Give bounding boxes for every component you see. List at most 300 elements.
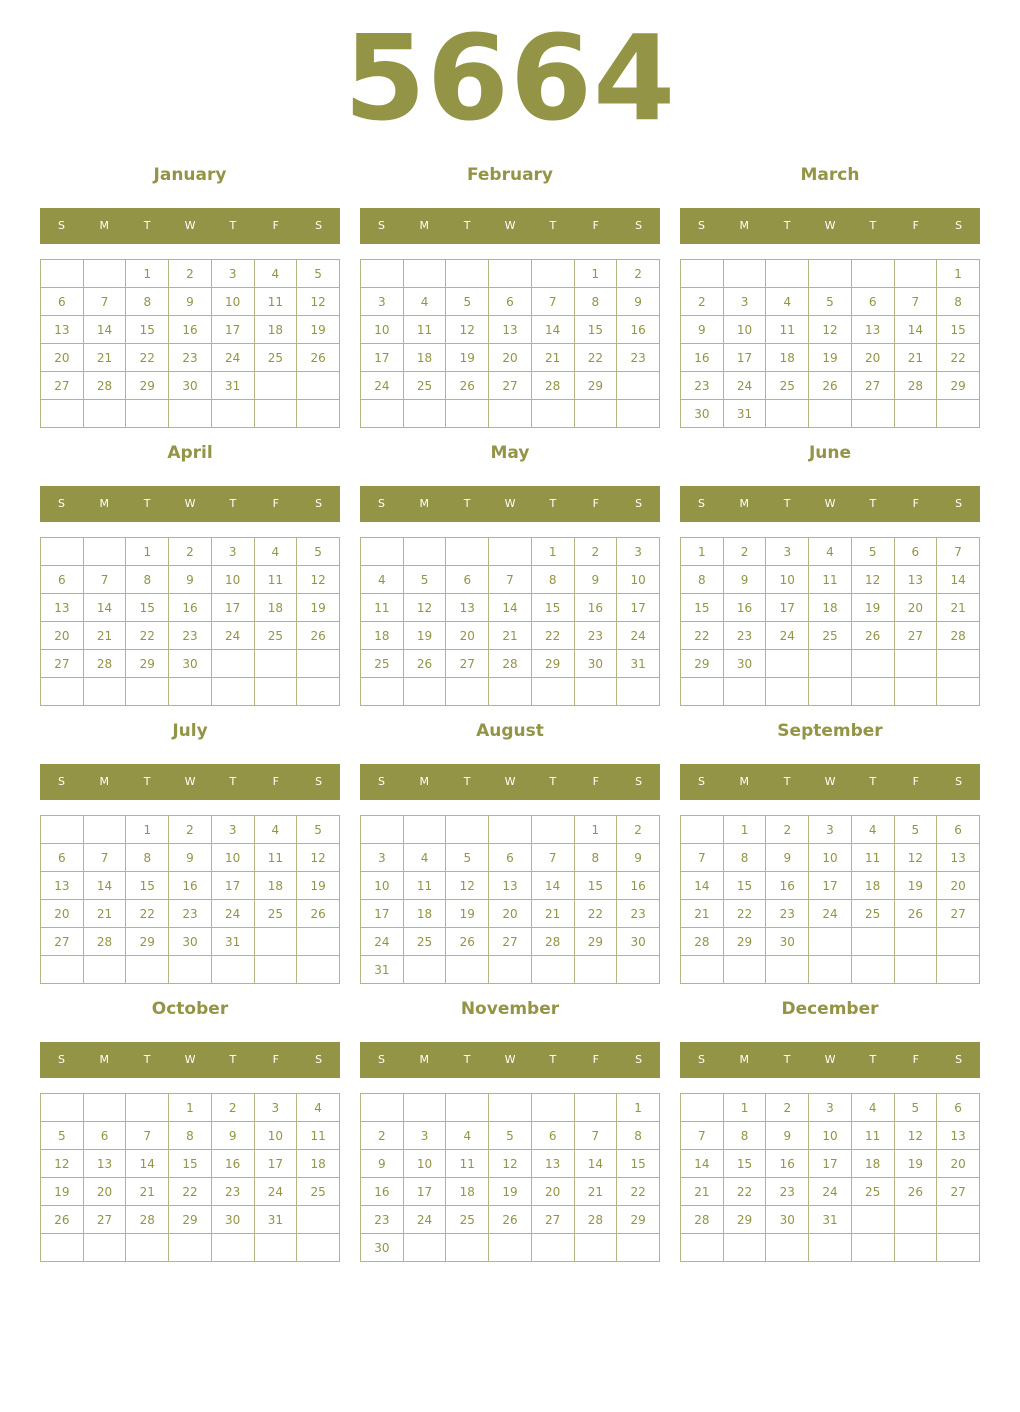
- weekday-label: T: [783, 219, 791, 232]
- day-cell: 14: [681, 872, 724, 900]
- day-cell: 3: [766, 538, 809, 566]
- day-cell: [681, 816, 724, 844]
- day-cell: 6: [489, 288, 532, 316]
- day-cell: 24: [617, 622, 660, 650]
- week-row: [361, 928, 660, 956]
- day-cell: [403, 538, 446, 566]
- week-row: [41, 372, 340, 400]
- day-cell: [489, 260, 532, 288]
- week-row: [361, 650, 660, 678]
- day-cell: [851, 956, 894, 984]
- day-cell: 22: [169, 1178, 212, 1206]
- weekday-label: M: [739, 497, 750, 510]
- weekday-label: F: [592, 219, 599, 232]
- day-cell: 18: [851, 1150, 894, 1178]
- day-cell: [681, 678, 724, 706]
- week-row: [361, 1094, 660, 1122]
- day-cell: 23: [574, 622, 617, 650]
- day-cell: 18: [851, 872, 894, 900]
- week-row: [681, 900, 980, 928]
- day-cell: 23: [169, 622, 212, 650]
- day-cell: 2: [169, 260, 212, 288]
- day-cell: 19: [894, 872, 937, 900]
- day-cell: [169, 400, 212, 428]
- day-cell: 7: [574, 1122, 617, 1150]
- weekday-label: W: [504, 497, 516, 510]
- day-cell: 8: [169, 1122, 212, 1150]
- day-cell: 21: [681, 900, 724, 928]
- month-name: October: [151, 999, 229, 1019]
- day-cell: 14: [681, 1150, 724, 1178]
- day-cell: 27: [851, 372, 894, 400]
- weekday-header: [360, 208, 660, 244]
- day-cell: 25: [254, 344, 297, 372]
- weekday-header: [360, 764, 660, 800]
- day-cell: 9: [361, 1150, 404, 1178]
- weekday-label: F: [912, 219, 919, 232]
- day-cell: 29: [681, 650, 724, 678]
- day-cell: [361, 260, 404, 288]
- week-row: [361, 1206, 660, 1234]
- week-row: [41, 538, 340, 566]
- day-cell: 21: [126, 1178, 169, 1206]
- day-cell: 25: [851, 900, 894, 928]
- day-cell: 10: [211, 844, 254, 872]
- weekday-label: F: [912, 1053, 919, 1066]
- day-cell: 30: [723, 650, 766, 678]
- day-cell: 28: [681, 928, 724, 956]
- day-cell: [937, 1206, 980, 1234]
- day-cell: 5: [297, 538, 340, 566]
- day-cell: 24: [809, 900, 852, 928]
- day-cell: [574, 400, 617, 428]
- day-cell: [126, 1094, 169, 1122]
- day-cell: 25: [446, 1206, 489, 1234]
- weekday-header: [360, 1042, 660, 1078]
- day-cell: 13: [41, 594, 84, 622]
- day-cell: 23: [169, 344, 212, 372]
- day-cell: [446, 816, 489, 844]
- day-cell: 5: [41, 1122, 84, 1150]
- day-cell: 19: [809, 344, 852, 372]
- day-cell: [809, 400, 852, 428]
- day-cell: 21: [531, 344, 574, 372]
- day-cell: 29: [574, 372, 617, 400]
- day-cell: 1: [723, 816, 766, 844]
- day-grid: [680, 259, 980, 428]
- day-cell: 3: [211, 538, 254, 566]
- day-cell: 6: [83, 1122, 126, 1150]
- day-cell: 29: [126, 650, 169, 678]
- day-cell: 24: [254, 1178, 297, 1206]
- weekday-label: T: [549, 219, 557, 232]
- day-cell: [446, 678, 489, 706]
- week-row: [681, 1122, 980, 1150]
- weekday-label: S: [377, 497, 385, 510]
- day-cell: 17: [723, 344, 766, 372]
- weekday-label: S: [377, 775, 385, 788]
- day-cell: 21: [489, 622, 532, 650]
- day-cell: 1: [169, 1094, 212, 1122]
- day-cell: [361, 678, 404, 706]
- day-cell: 17: [211, 594, 254, 622]
- weekday-label: M: [419, 219, 430, 232]
- day-cell: 9: [723, 566, 766, 594]
- day-cell: 4: [254, 260, 297, 288]
- day-cell: 21: [681, 1178, 724, 1206]
- day-cell: [297, 956, 340, 984]
- day-cell: [446, 1234, 489, 1262]
- day-cell: 28: [937, 622, 980, 650]
- day-cell: 7: [83, 288, 126, 316]
- day-cell: 31: [617, 650, 660, 678]
- day-cell: 10: [361, 316, 404, 344]
- day-cell: [809, 956, 852, 984]
- weekday-label: F: [272, 775, 279, 788]
- weekday-label: W: [184, 1053, 196, 1066]
- day-cell: [41, 400, 84, 428]
- week-row: [361, 844, 660, 872]
- day-cell: 5: [446, 288, 489, 316]
- week-row: [681, 566, 980, 594]
- weekday-label: T: [143, 1053, 151, 1066]
- weekday-label: S: [697, 775, 705, 788]
- day-cell: 19: [297, 872, 340, 900]
- weekday-header: [680, 208, 980, 244]
- day-cell: [531, 816, 574, 844]
- day-cell: 2: [617, 816, 660, 844]
- day-cell: [446, 260, 489, 288]
- day-cell: 11: [851, 1122, 894, 1150]
- weekday-label: T: [463, 775, 471, 788]
- weekday-label: T: [229, 219, 237, 232]
- day-cell: 21: [937, 594, 980, 622]
- day-cell: 20: [41, 900, 84, 928]
- day-cell: [41, 1094, 84, 1122]
- week-row: [681, 372, 980, 400]
- day-cell: [489, 538, 532, 566]
- day-cell: 29: [126, 928, 169, 956]
- day-cell: [723, 260, 766, 288]
- week-row: [361, 400, 660, 428]
- month-name: November: [460, 999, 560, 1019]
- week-row: [41, 344, 340, 372]
- day-cell: [894, 650, 937, 678]
- weekday-label: S: [315, 775, 323, 788]
- day-cell: 8: [937, 288, 980, 316]
- day-cell: 1: [574, 260, 617, 288]
- weekday-label: M: [99, 497, 110, 510]
- day-cell: 7: [531, 844, 574, 872]
- day-cell: 23: [617, 344, 660, 372]
- day-cell: [574, 1094, 617, 1122]
- day-cell: [126, 956, 169, 984]
- week-row: [681, 678, 980, 706]
- weekday-label: T: [229, 1053, 237, 1066]
- day-cell: 4: [297, 1094, 340, 1122]
- day-cell: [723, 1234, 766, 1262]
- day-cell: 27: [41, 928, 84, 956]
- day-cell: [211, 678, 254, 706]
- day-cell: 22: [126, 900, 169, 928]
- day-cell: 30: [211, 1206, 254, 1234]
- weekday-header: [40, 764, 340, 800]
- day-cell: 26: [446, 372, 489, 400]
- day-cell: [41, 678, 84, 706]
- day-cell: 9: [766, 844, 809, 872]
- day-cell: 15: [723, 872, 766, 900]
- day-cell: 15: [574, 872, 617, 900]
- day-cell: 30: [169, 650, 212, 678]
- day-cell: [617, 956, 660, 984]
- week-row: [681, 538, 980, 566]
- month-name: December: [781, 999, 879, 1019]
- day-cell: 7: [531, 288, 574, 316]
- week-row: [681, 872, 980, 900]
- day-cell: 3: [723, 288, 766, 316]
- day-cell: 24: [211, 622, 254, 650]
- weekday-label: S: [635, 1053, 643, 1066]
- day-cell: 23: [766, 900, 809, 928]
- day-cell: 22: [723, 1178, 766, 1206]
- week-row: [41, 288, 340, 316]
- day-cell: [681, 1234, 724, 1262]
- day-cell: 28: [894, 372, 937, 400]
- day-cell: [894, 1206, 937, 1234]
- day-cell: 29: [531, 650, 574, 678]
- weekday-label: S: [697, 497, 705, 510]
- weekday-label: S: [635, 219, 643, 232]
- day-cell: 4: [403, 844, 446, 872]
- day-cell: 2: [766, 816, 809, 844]
- day-cell: 15: [126, 872, 169, 900]
- week-row: [681, 344, 980, 372]
- day-cell: [361, 400, 404, 428]
- day-cell: 20: [894, 594, 937, 622]
- day-cell: 10: [254, 1122, 297, 1150]
- day-cell: 1: [574, 816, 617, 844]
- day-cell: 6: [41, 288, 84, 316]
- day-cell: [937, 678, 980, 706]
- day-cell: 5: [446, 844, 489, 872]
- weekday-label: S: [315, 219, 323, 232]
- day-cell: 11: [297, 1122, 340, 1150]
- day-cell: 29: [723, 928, 766, 956]
- day-cell: [126, 678, 169, 706]
- week-row: [681, 1234, 980, 1262]
- day-cell: [809, 650, 852, 678]
- day-cell: 19: [894, 1150, 937, 1178]
- day-cell: 24: [361, 372, 404, 400]
- week-row: [361, 1234, 660, 1262]
- weekday-label: F: [272, 1053, 279, 1066]
- day-cell: 21: [531, 900, 574, 928]
- day-cell: 17: [211, 872, 254, 900]
- day-cell: [446, 400, 489, 428]
- day-cell: 11: [403, 316, 446, 344]
- day-cell: 3: [809, 1094, 852, 1122]
- weekday-header: [40, 486, 340, 522]
- day-cell: [681, 1094, 724, 1122]
- day-cell: 26: [851, 622, 894, 650]
- weekday-label: F: [592, 775, 599, 788]
- day-cell: 27: [41, 650, 84, 678]
- day-cell: 18: [403, 344, 446, 372]
- day-cell: [937, 400, 980, 428]
- day-cell: 19: [446, 344, 489, 372]
- week-row: [361, 288, 660, 316]
- day-cell: 25: [297, 1178, 340, 1206]
- day-cell: [446, 1094, 489, 1122]
- week-row: [41, 400, 340, 428]
- day-cell: 26: [894, 900, 937, 928]
- day-cell: 17: [361, 900, 404, 928]
- day-cell: 2: [361, 1122, 404, 1150]
- day-cell: [809, 1234, 852, 1262]
- day-cell: [83, 260, 126, 288]
- weekday-header: [680, 764, 980, 800]
- week-row: [41, 594, 340, 622]
- day-cell: 16: [723, 594, 766, 622]
- day-cell: [766, 1234, 809, 1262]
- day-cell: 15: [126, 316, 169, 344]
- day-cell: 6: [41, 566, 84, 594]
- day-cell: 16: [766, 872, 809, 900]
- day-cell: [617, 400, 660, 428]
- day-cell: 14: [83, 872, 126, 900]
- day-cell: [169, 678, 212, 706]
- day-cell: 22: [531, 622, 574, 650]
- day-cell: 31: [723, 400, 766, 428]
- day-cell: 17: [361, 344, 404, 372]
- day-cell: [83, 1234, 126, 1262]
- week-row: [41, 1206, 340, 1234]
- day-cell: 29: [574, 928, 617, 956]
- day-cell: 17: [809, 872, 852, 900]
- month-name: February: [466, 165, 554, 185]
- day-cell: [211, 400, 254, 428]
- day-cell: [766, 400, 809, 428]
- day-cell: 11: [851, 844, 894, 872]
- day-cell: 20: [937, 872, 980, 900]
- day-cell: 20: [937, 1150, 980, 1178]
- day-cell: 13: [937, 844, 980, 872]
- day-cell: [937, 928, 980, 956]
- day-cell: [41, 816, 84, 844]
- day-cell: 12: [894, 1122, 937, 1150]
- day-cell: 16: [617, 872, 660, 900]
- day-cell: 18: [254, 594, 297, 622]
- day-cell: [894, 400, 937, 428]
- week-row: [361, 900, 660, 928]
- day-cell: [297, 650, 340, 678]
- day-cell: [617, 1234, 660, 1262]
- week-row: [681, 622, 980, 650]
- day-cell: 25: [254, 900, 297, 928]
- day-cell: 13: [531, 1150, 574, 1178]
- day-cell: 25: [254, 622, 297, 650]
- day-cell: [254, 372, 297, 400]
- day-cell: 15: [681, 594, 724, 622]
- day-cell: 4: [403, 288, 446, 316]
- day-cell: 12: [894, 844, 937, 872]
- day-cell: [297, 928, 340, 956]
- weekday-label: W: [184, 497, 196, 510]
- day-cell: 17: [403, 1178, 446, 1206]
- week-row: [41, 260, 340, 288]
- day-cell: 15: [574, 316, 617, 344]
- day-cell: [403, 1234, 446, 1262]
- weekday-label: T: [549, 497, 557, 510]
- day-cell: 19: [41, 1178, 84, 1206]
- day-cell: 25: [361, 650, 404, 678]
- weekday-label: F: [912, 497, 919, 510]
- day-cell: 17: [254, 1150, 297, 1178]
- day-cell: 23: [766, 1178, 809, 1206]
- day-cell: [83, 538, 126, 566]
- day-cell: 19: [851, 594, 894, 622]
- week-row: [681, 1178, 980, 1206]
- day-cell: 8: [574, 288, 617, 316]
- day-cell: [169, 1234, 212, 1262]
- day-cell: 3: [617, 538, 660, 566]
- weekday-label: F: [592, 497, 599, 510]
- day-cell: [489, 400, 532, 428]
- weekday-label: W: [184, 775, 196, 788]
- day-cell: 12: [297, 844, 340, 872]
- weekday-label: S: [955, 497, 963, 510]
- weekday-label: M: [99, 219, 110, 232]
- day-cell: 8: [531, 566, 574, 594]
- weekday-label: W: [824, 1053, 836, 1066]
- day-cell: 22: [617, 1178, 660, 1206]
- week-row: [41, 956, 340, 984]
- day-cell: 10: [211, 288, 254, 316]
- day-cell: 14: [894, 316, 937, 344]
- day-grid: [680, 537, 980, 706]
- day-cell: 23: [361, 1206, 404, 1234]
- day-cell: 30: [361, 1234, 404, 1262]
- day-cell: [403, 1094, 446, 1122]
- day-cell: [723, 678, 766, 706]
- weekday-label: T: [229, 497, 237, 510]
- day-cell: 23: [723, 622, 766, 650]
- day-cell: [851, 1206, 894, 1234]
- weekday-label: W: [504, 219, 516, 232]
- day-cell: 21: [83, 900, 126, 928]
- weekday-label: M: [739, 1053, 750, 1066]
- year-title: 5664: [343, 9, 677, 147]
- day-cell: [446, 538, 489, 566]
- day-cell: 18: [766, 344, 809, 372]
- day-cell: 19: [403, 622, 446, 650]
- day-cell: 22: [126, 622, 169, 650]
- week-row: [41, 316, 340, 344]
- day-cell: [766, 650, 809, 678]
- day-grid: [360, 815, 660, 984]
- day-cell: 26: [489, 1206, 532, 1234]
- day-cell: 6: [937, 1094, 980, 1122]
- day-cell: [41, 260, 84, 288]
- weekday-label: S: [955, 219, 963, 232]
- weekday-header: [360, 486, 660, 522]
- day-cell: [403, 678, 446, 706]
- day-cell: [83, 816, 126, 844]
- day-cell: 16: [574, 594, 617, 622]
- day-cell: 13: [937, 1122, 980, 1150]
- day-cell: 30: [617, 928, 660, 956]
- day-cell: 6: [531, 1122, 574, 1150]
